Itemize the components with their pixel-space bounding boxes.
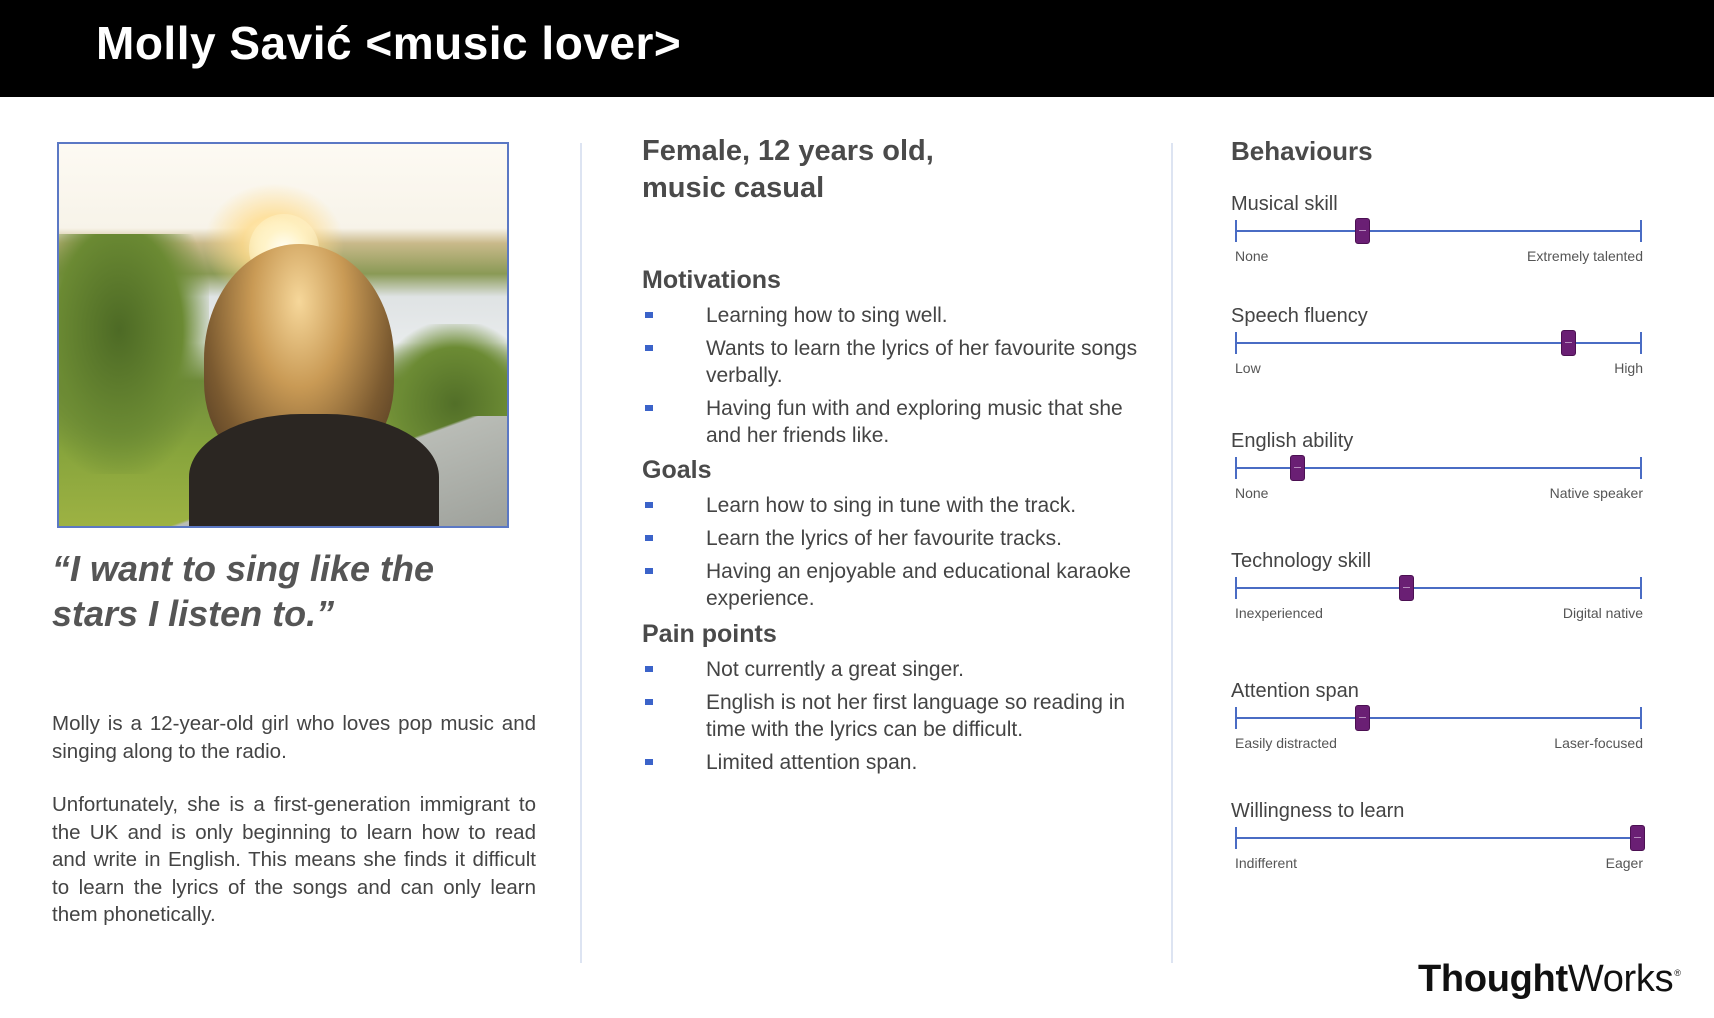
slider-tick-max <box>1640 332 1642 354</box>
slider-willingness-to-learn <box>1231 800 1645 880</box>
slider-thumb <box>1630 825 1645 851</box>
list-item <box>642 749 1162 776</box>
list-item-text: Not currently a great singer. <box>706 658 964 681</box>
list-item <box>642 525 1162 552</box>
slider-tick-min <box>1235 220 1237 242</box>
slider-max-label: Extremely talented <box>1527 248 1643 264</box>
slider-english-ability <box>1231 430 1645 510</box>
pain-points-list <box>642 656 1162 776</box>
list-item <box>642 689 1162 743</box>
slider-thumb <box>1355 218 1370 244</box>
slider-max-label: Laser-focused <box>1554 735 1643 751</box>
motivations-title: Motivations <box>642 266 781 294</box>
slider-label: Speech fluency <box>1231 305 1368 327</box>
slider-tick-max <box>1640 220 1642 242</box>
persona-photo <box>57 142 509 528</box>
bullet-icon <box>645 405 653 411</box>
slider-label: Musical skill <box>1231 193 1338 215</box>
slider-min-label: Low <box>1235 360 1261 376</box>
bullet-icon <box>645 699 653 705</box>
bullet-icon <box>645 666 653 672</box>
slider-technology-skill <box>1231 550 1645 630</box>
list-item-text: Limited attention span. <box>706 751 918 774</box>
slider-label: Willingness to learn <box>1231 800 1405 822</box>
photo-girl-body <box>189 414 439 528</box>
slider-tick-min <box>1235 332 1237 354</box>
demographics-headline: Female, 12 years old, music casual <box>642 135 934 204</box>
bullet-icon <box>645 759 653 765</box>
slider-track <box>1236 342 1641 344</box>
list-item-text: Having an enjoyable and educational karaoke experience. <box>706 560 1131 610</box>
slider-min-label: None <box>1235 248 1269 264</box>
logo-light-text: Works <box>1567 958 1674 1000</box>
persona-quote: “I want to sing like the stars I listen to.” <box>52 548 435 634</box>
slider-track <box>1236 837 1641 839</box>
goals-list <box>642 492 1162 612</box>
slider-track <box>1236 230 1641 232</box>
motivations-list <box>642 302 1162 449</box>
list-item-text: English is not her first language so reading in time with the lyrics can be difficult. <box>706 691 1126 741</box>
list-item-text: Learn the lyrics of her favourite tracks. <box>706 527 1062 550</box>
slider-tick-max <box>1640 707 1642 729</box>
slider-musical-skill <box>1231 193 1645 273</box>
slider-speech-fluency <box>1231 305 1645 385</box>
slider-label: English ability <box>1231 430 1354 452</box>
thoughtworks-logo <box>1418 958 1681 1001</box>
bullet-icon <box>645 535 653 541</box>
goals-title: Goals <box>642 456 712 484</box>
list-item <box>642 492 1162 519</box>
slider-track <box>1236 587 1641 589</box>
bullet-icon <box>645 568 653 574</box>
bio-paragraph-2: Unfortunately, she is a first-generation immigrant to the UK and is only beginning to learn how to read and write in English. This means she finds it difficult to learn the lyrics of the songs and can only learn them phonetically. <box>52 793 536 926</box>
slider-min-label: Easily distracted <box>1235 735 1337 751</box>
slider-thumb <box>1561 330 1576 356</box>
slider-attention-span <box>1231 680 1645 760</box>
slider-thumb <box>1399 575 1414 601</box>
column-divider-left <box>580 143 582 963</box>
list-item <box>642 558 1162 612</box>
bullet-icon <box>645 502 653 508</box>
page-title: Molly Savić <music lover> <box>96 17 682 69</box>
slider-max-label: High <box>1614 360 1643 376</box>
bio-paragraph-1: Molly is a 12-year-old girl who loves pop music and singing along to the radio. <box>52 712 536 763</box>
slider-max-label: Digital native <box>1562 605 1643 621</box>
slider-track <box>1236 717 1641 719</box>
slider-tick-min <box>1235 827 1237 849</box>
list-item-text: Wants to learn the lyrics of her favourite songs verbally. <box>706 337 1138 387</box>
header-bar <box>0 0 1714 97</box>
bullet-icon <box>645 345 653 351</box>
list-item-text: Learning how to sing well. <box>706 304 948 327</box>
pain-points-title: Pain points <box>642 620 777 648</box>
slider-label: Attention span <box>1231 680 1359 702</box>
slider-min-label: None <box>1235 485 1269 501</box>
slider-tick-max <box>1640 577 1642 599</box>
slider-max-label: Eager <box>1605 855 1643 871</box>
registered-mark-icon: ® <box>1674 968 1681 978</box>
slider-thumb <box>1290 455 1305 481</box>
behaviours-title: Behaviours <box>1231 136 1373 166</box>
list-item-text: Learn how to sing in tune with the track. <box>706 494 1077 517</box>
logo-bold-text: Thought <box>1418 958 1568 1000</box>
column-divider-right <box>1171 143 1173 963</box>
list-item <box>642 395 1162 449</box>
slider-min-label: Indifferent <box>1235 855 1298 871</box>
slider-tick-max <box>1640 457 1642 479</box>
bullet-icon <box>645 312 653 318</box>
slider-max-label: Native speaker <box>1549 485 1643 501</box>
slider-tick-min <box>1235 707 1237 729</box>
slider-tick-min <box>1235 577 1237 599</box>
list-item-text: Having fun with and exploring music that she and her friends like. <box>706 397 1123 447</box>
slider-min-label: Inexperienced <box>1235 605 1323 621</box>
persona-demographics <box>642 133 1162 207</box>
slider-thumb <box>1355 705 1370 731</box>
slider-tick-min <box>1235 457 1237 479</box>
list-item <box>642 302 1162 329</box>
list-item <box>642 656 1162 683</box>
list-item <box>642 335 1162 389</box>
slider-label: Technology skill <box>1231 550 1372 572</box>
